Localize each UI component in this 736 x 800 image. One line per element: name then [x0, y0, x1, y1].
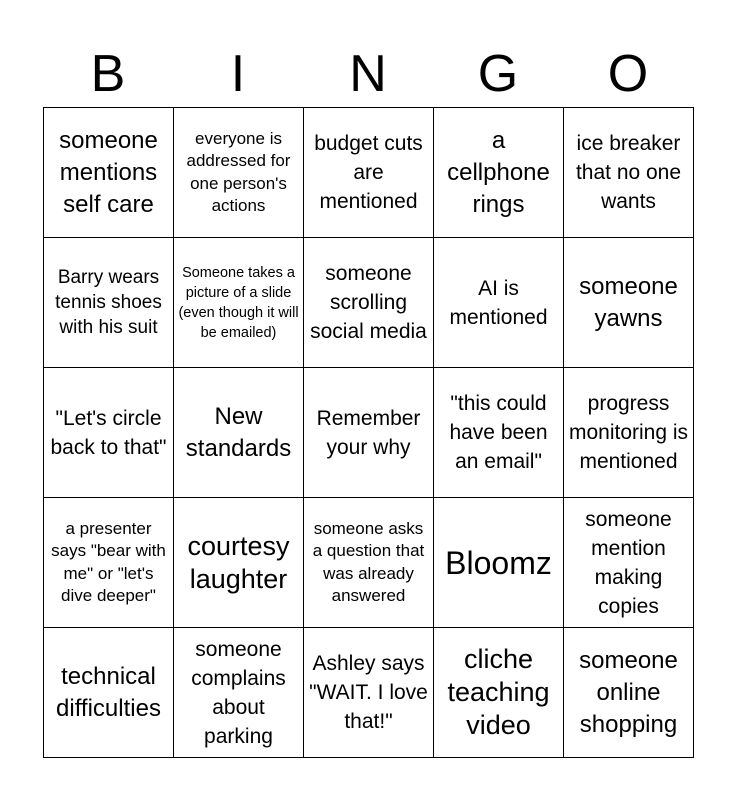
board-row [44, 628, 694, 758]
bingo-cell[interactable] [304, 368, 434, 498]
bingo-cell[interactable] [564, 368, 694, 498]
cell-text: Someone takes a picture of a slide (even though it will be emailed) [178, 264, 299, 341]
cell-text: Bloomz [445, 544, 552, 581]
cell-text: Ashley says "WAIT. I love that!" [309, 652, 428, 733]
cell-text: AI is mentioned [449, 276, 548, 329]
bingo-board [43, 107, 694, 758]
bingo-cell[interactable] [434, 498, 564, 628]
cell-text: a presenter says "bear with me" or "let's dive deeper" [51, 518, 166, 605]
cell-text: progress monitoring is mentioned [568, 392, 689, 473]
cell-text: a cellphone rings [447, 126, 550, 218]
cell-text: New standards [185, 402, 292, 462]
board-row [44, 238, 694, 368]
bingo-cell[interactable] [174, 368, 304, 498]
cell-text: technical difficulties [56, 662, 161, 722]
bingo-cell[interactable] [434, 108, 564, 238]
cell-text: someone asks a question that was already answered [312, 518, 425, 605]
bingo-cell[interactable] [564, 108, 694, 238]
header-letter-b: B [90, 45, 126, 103]
header-letter-i: I [230, 45, 246, 103]
bingo-cell[interactable] [434, 368, 564, 498]
bingo-cell[interactable] [304, 238, 434, 368]
cell-text: someone scrolling social media [310, 262, 427, 343]
bingo-cell[interactable] [304, 498, 434, 628]
cell-text: Barry wears tennis shoes with his suit [55, 267, 162, 338]
cell-text: ice breaker that no one wants [575, 132, 682, 213]
cell-text: everyone is addressed for one person's actions [186, 128, 291, 215]
bingo-cell[interactable] [304, 628, 434, 758]
board-row [44, 368, 694, 498]
header-letter-o: O [607, 45, 649, 103]
board-row [44, 108, 694, 238]
bingo-cell[interactable] [564, 238, 694, 368]
bingo-cell[interactable] [174, 498, 304, 628]
board-row [44, 498, 694, 628]
bingo-cell[interactable] [174, 238, 304, 368]
bingo-cell[interactable] [564, 498, 694, 628]
header-letter-n: N [349, 45, 387, 103]
bingo-cell[interactable] [304, 108, 434, 238]
cell-text: "Let's circle back to that" [50, 406, 167, 459]
cell-text: someone mention making copies [585, 507, 672, 618]
bingo-cell[interactable] [434, 238, 564, 368]
bingo-cell[interactable] [44, 498, 174, 628]
bingo-cell[interactable] [44, 628, 174, 758]
header-letter-g: G [477, 45, 519, 103]
cell-text: Remember your why [316, 406, 421, 459]
bingo-cell[interactable] [44, 368, 174, 498]
bingo-cell[interactable] [44, 238, 174, 368]
bingo-cell[interactable] [44, 108, 174, 238]
cell-text: someone mentions self care [59, 126, 158, 218]
cell-text: courtesy laughter [187, 530, 290, 594]
cell-text: someone online shopping [579, 646, 678, 738]
cell-text: cliche teaching video [447, 644, 550, 740]
cell-text: budget cuts are mentioned [314, 132, 423, 213]
cell-text: someone yawns [579, 272, 678, 332]
cell-text: someone complains about parking [191, 637, 286, 748]
bingo-cell[interactable] [174, 628, 304, 758]
bingo-cell[interactable] [174, 108, 304, 238]
bingo-cell[interactable] [564, 628, 694, 758]
bingo-cell[interactable] [434, 628, 564, 758]
bingo-header [43, 42, 693, 106]
cell-text: "this could have been an email" [449, 392, 548, 473]
